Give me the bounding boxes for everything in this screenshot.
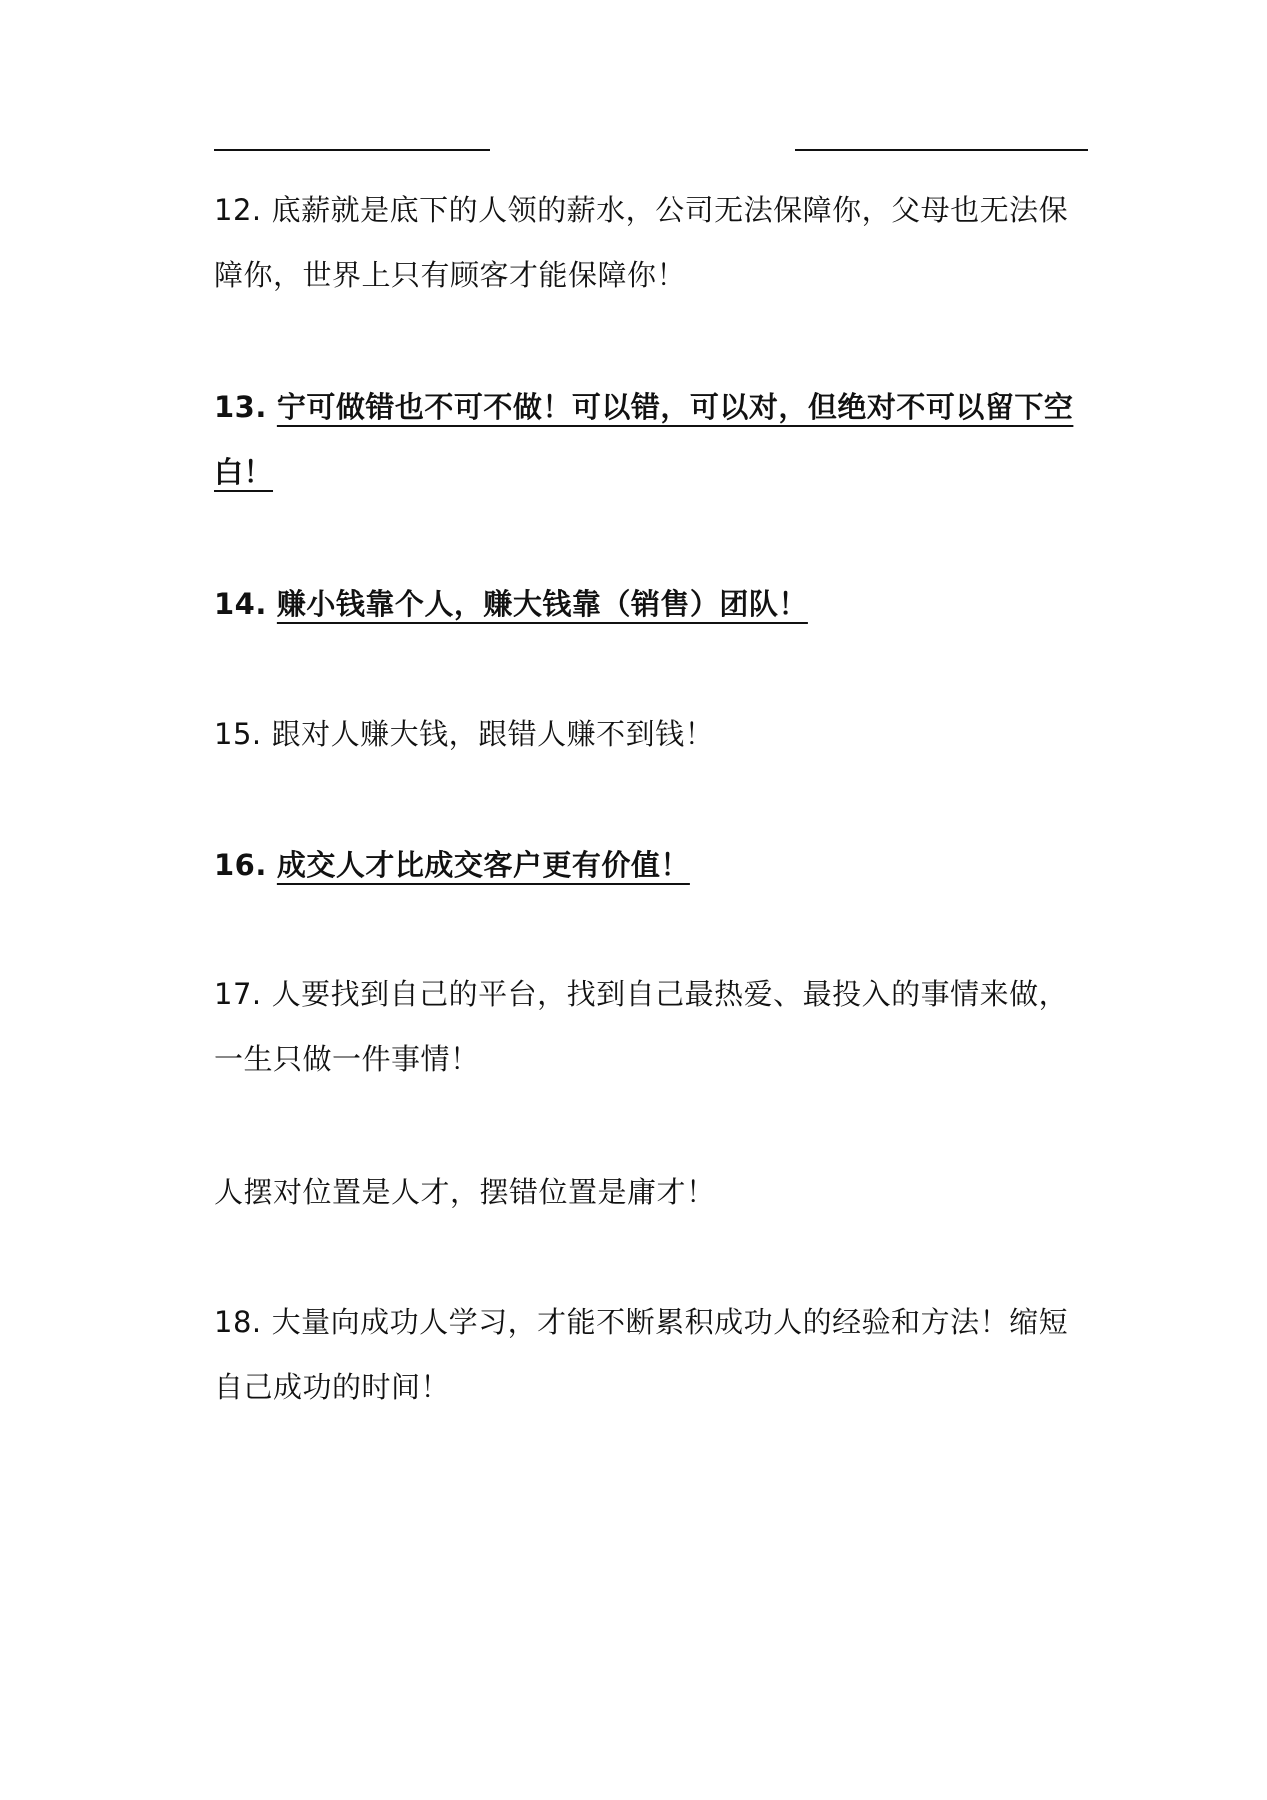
item-number: 13. (214, 390, 267, 424)
quote-item-18 (214, 1290, 1094, 1420)
quote-item-15 (214, 702, 1094, 767)
item-text: 宁可做错也不可不做！可以错，可以对，但绝对不可以留下空白！ (214, 390, 1074, 489)
item-text: 成交人才比成交客户更有价值！ (276, 848, 690, 882)
item-number: 17. (214, 977, 262, 1011)
quote-item-14 (214, 572, 1094, 637)
header-rule-left (214, 149, 490, 151)
item-text: 人摆对位置是人才，摆错位置是庸才！ (214, 1175, 716, 1209)
item-number: 15. (214, 717, 262, 751)
item-text: 赚小钱靠个人，赚大钱靠（销售）团队！ (276, 587, 808, 621)
quote-item-unnumbered (214, 1160, 1094, 1225)
item-number: 18. (214, 1305, 262, 1339)
quote-item-17 (214, 962, 1094, 1092)
quote-item-16 (214, 833, 1094, 898)
item-number: 16. (214, 848, 267, 882)
item-text: 人要找到自己的平台，找到自己最热爱、最投入的事情来做，一生只做一件事情！ (214, 977, 1069, 1076)
item-text: 跟对人赚大钱，跟错人赚不到钱！ (271, 717, 715, 751)
item-text: 底薪就是底下的人领的薪水，公司无法保障你，父母也无法保障你，世界上只有顾客才能保障你！ (214, 193, 1069, 292)
quote-item-12 (214, 178, 1094, 308)
quote-item-13 (214, 375, 1094, 505)
item-number: 14. (214, 587, 267, 621)
item-text: 大量向成功人学习，才能不断累积成功人的经验和方法！缩短自己成功的时间！ (214, 1305, 1069, 1404)
item-number: 12. (214, 193, 262, 227)
header-rule-right (795, 149, 1088, 151)
